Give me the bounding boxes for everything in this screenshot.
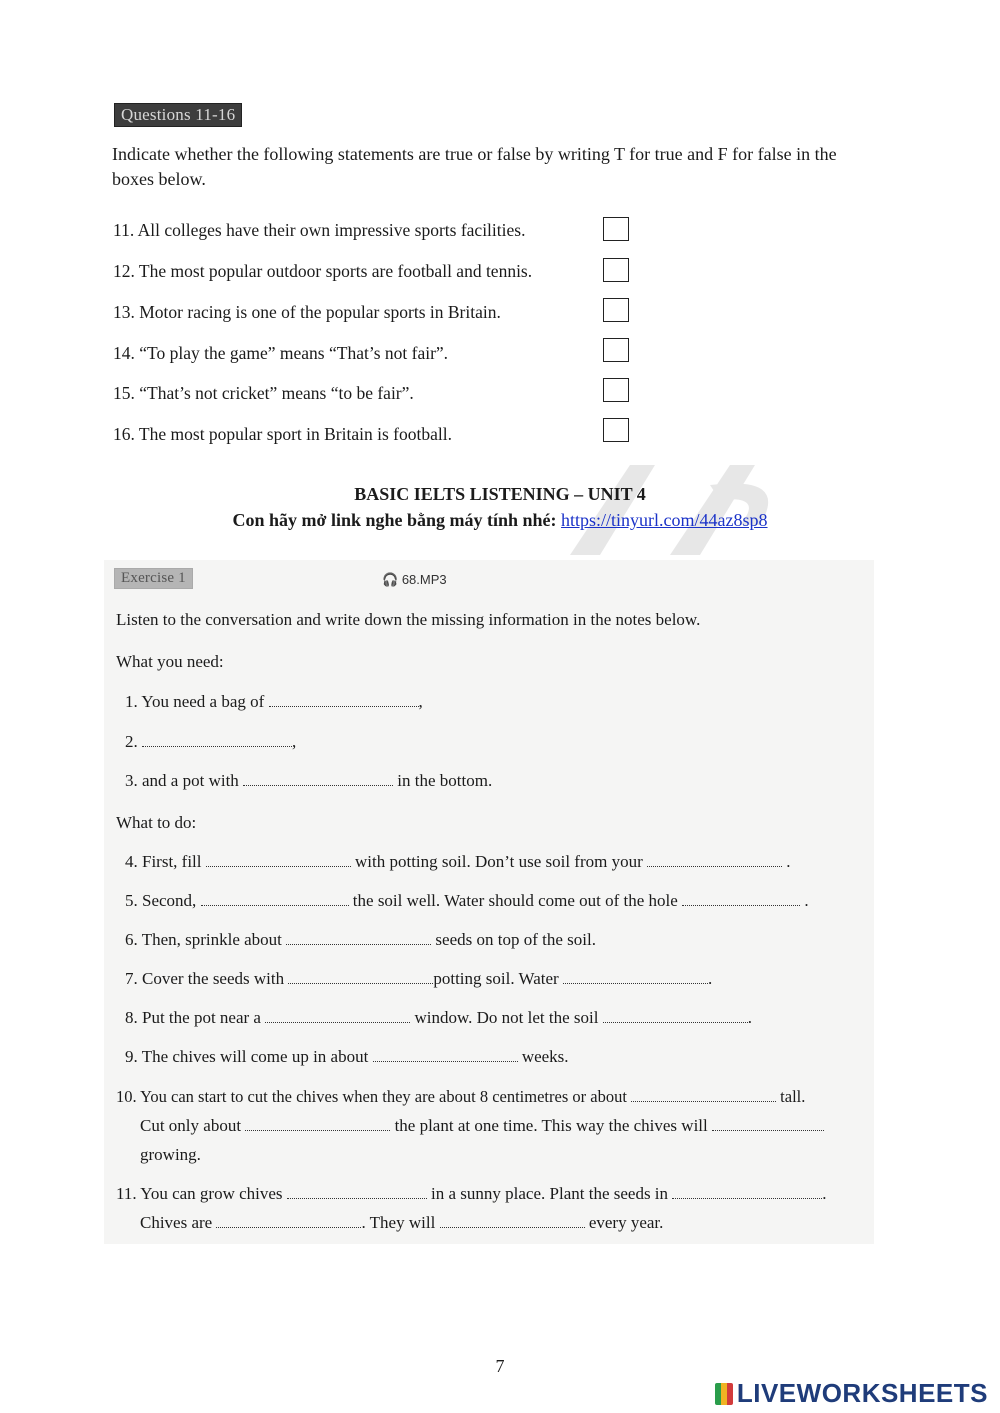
note-item-7: 7. Cover the seeds with potting soil. Water . bbox=[125, 969, 713, 988]
note-item-4: 4. First, fill with potting soil. Don’t use soil from your . bbox=[125, 852, 791, 871]
note-item-11-line-2: Chives are . They will every year. bbox=[140, 1213, 664, 1232]
blank-10c[interactable] bbox=[712, 1116, 824, 1131]
blank-8b[interactable] bbox=[603, 1008, 748, 1023]
statement-16: 16. The most popular sport in Britain is football. bbox=[113, 424, 452, 444]
blank-11c[interactable] bbox=[216, 1213, 361, 1228]
note-item-1: 1. You need a bag of , bbox=[125, 692, 423, 711]
blank-8a[interactable] bbox=[265, 1008, 410, 1023]
blank-5b[interactable] bbox=[682, 891, 800, 906]
answer-box-12[interactable] bbox=[603, 258, 629, 282]
headphones-icon: 🎧 bbox=[382, 572, 399, 587]
audio-file-label bbox=[382, 572, 447, 588]
audio-link[interactable]: https://tinyurl.com/44az8sp8 bbox=[561, 510, 768, 530]
note-item-10: 10. You can start to cut the chives when they are about 8 centimetres or about tall. bbox=[116, 1087, 806, 1106]
statement-11: 11. All colleges have their own impressive sports facilities. bbox=[113, 220, 526, 240]
blank-11b[interactable] bbox=[672, 1184, 822, 1199]
blank-7b[interactable] bbox=[563, 969, 708, 984]
answer-box-15[interactable] bbox=[603, 378, 629, 402]
instruction-text: Indicate whether the following statements are true or false by writing T for true and F for false in the boxes below. bbox=[112, 144, 837, 189]
do-heading: What to do: bbox=[116, 813, 197, 832]
exercise-instruction: Listen to the conversation and write down the missing information in the notes below. bbox=[116, 610, 701, 629]
note-item-9: 9. The chives will come up in about weeks. bbox=[125, 1047, 569, 1066]
section-tag: Questions 11-16 bbox=[114, 103, 242, 127]
note-item-8: 8. Put the pot near a window. Do not let the soil . bbox=[125, 1008, 752, 1027]
exercise-tag: Exercise 1 bbox=[114, 568, 193, 589]
brand-name: LIVEWORKSHEETS bbox=[736, 1378, 988, 1408]
answer-box-14[interactable] bbox=[603, 338, 629, 362]
blank-10a[interactable] bbox=[631, 1087, 776, 1102]
note-item-11: 11. You can grow chives in a sunny place. Plant the seeds in . bbox=[116, 1184, 827, 1203]
brand-logo bbox=[715, 1378, 988, 1409]
note-item-10-line-3: growing. bbox=[140, 1145, 201, 1164]
blank-11d[interactable] bbox=[440, 1213, 585, 1228]
blank-1[interactable] bbox=[269, 692, 419, 707]
note-item-3: 3. and a pot with in the bottom. bbox=[125, 771, 493, 790]
blank-4a[interactable] bbox=[206, 852, 351, 867]
need-heading: What you need: bbox=[116, 652, 224, 671]
blank-5a[interactable] bbox=[201, 891, 349, 906]
statement-13: 13. Motor racing is one of the popular sports in Britain. bbox=[113, 302, 501, 322]
answer-box-11[interactable] bbox=[603, 217, 629, 241]
blank-6[interactable] bbox=[286, 930, 431, 945]
note-item-2: 2. , bbox=[125, 732, 297, 751]
note-item-6: 6. Then, sprinkle about seeds on top of the soil. bbox=[125, 930, 596, 949]
link-prompt: Con hãy mở link nghe bằng máy tính nhé: bbox=[232, 510, 557, 530]
audio-file-name: 68.MP3 bbox=[401, 572, 447, 587]
blank-4b[interactable] bbox=[647, 852, 782, 867]
blank-3[interactable] bbox=[243, 771, 393, 786]
unit-title: BASIC IELTS LISTENING – UNIT 4 bbox=[354, 484, 646, 504]
page-number: 7 bbox=[495, 1356, 505, 1376]
blank-9[interactable] bbox=[373, 1047, 518, 1062]
statement-14: 14. “To play the game” means “That’s not fair”. bbox=[113, 343, 449, 363]
link-instruction bbox=[0, 510, 1000, 531]
answer-box-16[interactable] bbox=[603, 418, 629, 442]
blank-11a[interactable] bbox=[287, 1184, 427, 1199]
blank-7a[interactable] bbox=[288, 969, 433, 984]
statement-15: 15. “That’s not cricket” means “to be fair”. bbox=[113, 383, 414, 403]
blank-2[interactable] bbox=[142, 732, 292, 747]
liveworksheets-icon bbox=[715, 1383, 733, 1405]
note-item-5: 5. Second, the soil well. Water should come out of the hole . bbox=[125, 891, 809, 910]
note-item-10-line-2: Cut only about the plant at one time. This way the chives will bbox=[140, 1114, 824, 1138]
statement-12: 12. The most popular outdoor sports are football and tennis. bbox=[113, 261, 533, 281]
answer-box-13[interactable] bbox=[603, 298, 629, 322]
blank-10b[interactable] bbox=[245, 1116, 390, 1131]
